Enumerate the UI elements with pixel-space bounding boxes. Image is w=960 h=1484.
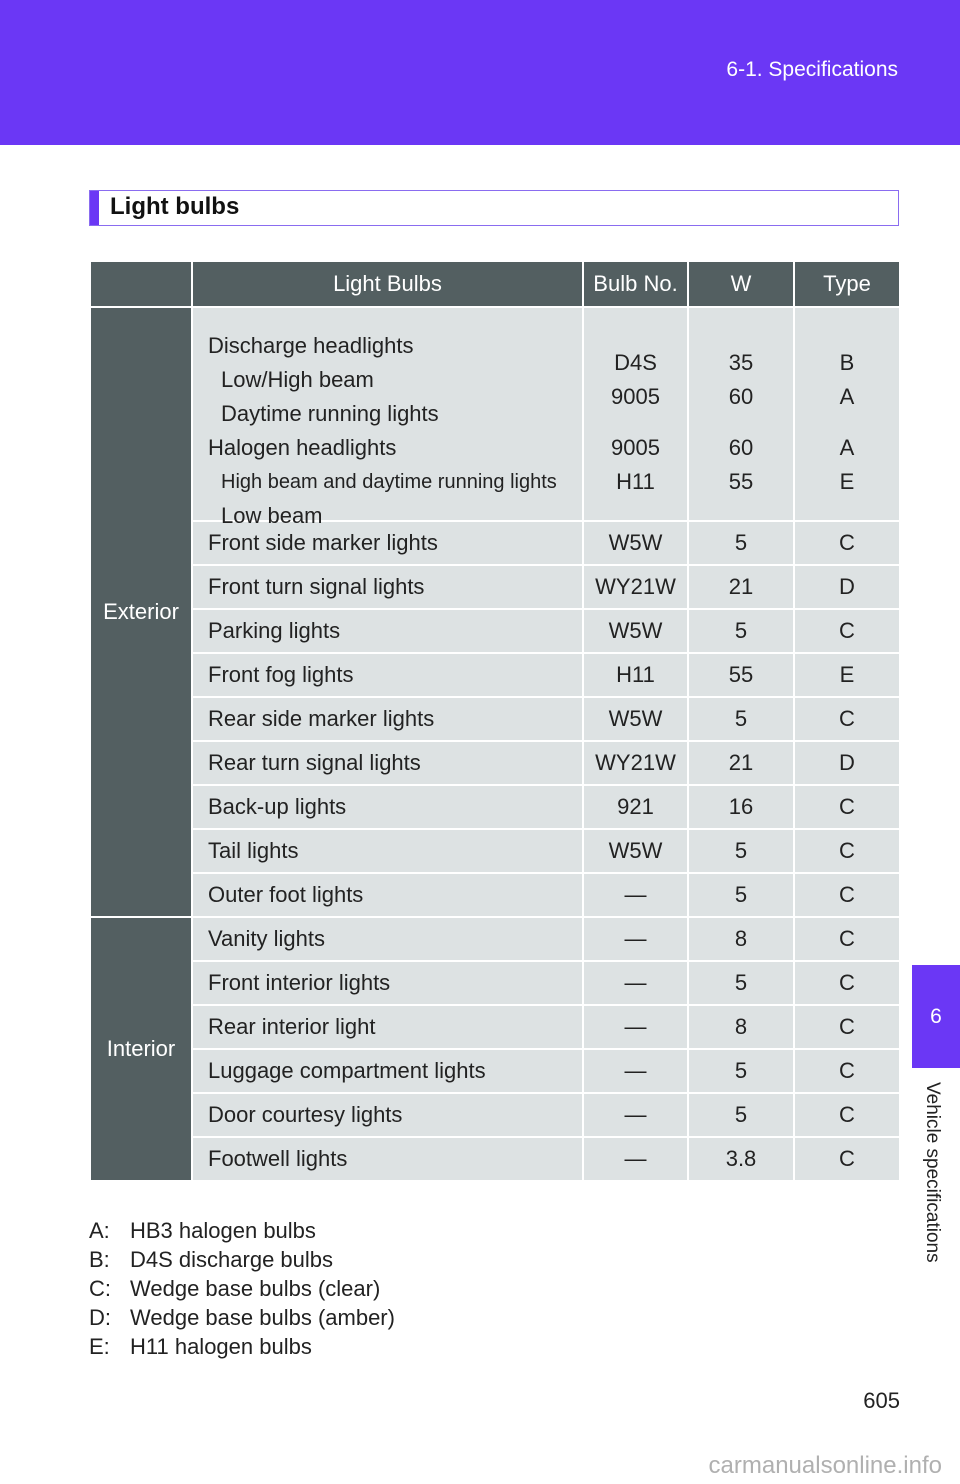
cell-name: Luggage compartment lights (192, 1049, 583, 1093)
cell-watts: 21 (688, 565, 794, 609)
headlight-type: E (839, 469, 855, 494)
headlight-watts: 35 (728, 350, 754, 375)
headlight-watts: 60 (728, 435, 754, 460)
legend-key: B: (89, 1247, 110, 1272)
cell-bulb-no: — (583, 917, 688, 961)
headlight-type (795, 329, 899, 346)
page-header (0, 0, 960, 145)
cell-name: Front side marker lights (192, 521, 583, 565)
chapter-label: Vehicle specifications (922, 1082, 943, 1263)
cell-watts: 5 (688, 961, 794, 1005)
cell-name: Rear side marker lights (192, 697, 583, 741)
cell-type: E (794, 653, 900, 697)
headlight-watts (689, 329, 793, 346)
headlight-bulb-no: 9005 (611, 435, 660, 460)
table-row (90, 1137, 900, 1181)
page-number: 605 (863, 1388, 900, 1413)
cell-watts: 21 (688, 741, 794, 785)
headlight-bulb-no-cell (583, 307, 688, 521)
cell-bulb-no: — (583, 1137, 688, 1181)
section-title: Light bulbs (110, 193, 240, 220)
headlight-name: Halogen headlights (208, 435, 397, 460)
cell-bulb-no: W5W (583, 609, 688, 653)
headlight-watts: 55 (728, 469, 754, 494)
cell-bulb-no: — (583, 961, 688, 1005)
cell-bulb-no: — (583, 1093, 688, 1137)
headlight-type (795, 414, 899, 431)
headlight-name-cell (192, 307, 583, 528)
table-row (90, 873, 900, 917)
cell-watts: 8 (688, 917, 794, 961)
cell-type: C (794, 829, 900, 873)
type-legend (89, 1216, 395, 1361)
headlight-type: A (839, 435, 855, 460)
group-label-interior: Interior (90, 917, 192, 1181)
cell-watts: 16 (688, 785, 794, 829)
chapter-tab (912, 965, 960, 1068)
legend-key: E: (89, 1334, 110, 1359)
cell-name: Parking lights (192, 609, 583, 653)
table-row (90, 653, 900, 697)
chapter-number: 6 (930, 1004, 942, 1028)
headlight-bulb-no: D4S (614, 350, 657, 375)
cell-watts: 5 (688, 1049, 794, 1093)
headlight-watts-list (689, 329, 793, 499)
cell-bulb-no: WY21W (583, 741, 688, 785)
cell-bulb-no: WY21W (583, 565, 688, 609)
legend-item (89, 1216, 395, 1245)
cell-watts: 5 (688, 609, 794, 653)
cell-watts: 5 (688, 829, 794, 873)
headlight-bulb-no: H11 (616, 469, 655, 494)
cell-name: Tail lights (192, 829, 583, 873)
light-bulbs-table (89, 260, 901, 1182)
headlight-watts: 60 (728, 384, 754, 409)
table-row (90, 1049, 900, 1093)
headlight-bulb-no-list (584, 329, 687, 499)
cell-type: C (794, 917, 900, 961)
legend-key: C: (89, 1276, 111, 1301)
column-header-group (90, 261, 192, 307)
cell-name: Rear turn signal lights (192, 741, 583, 785)
table-row (90, 917, 900, 961)
cell-watts: 5 (688, 697, 794, 741)
cell-type: C (794, 697, 900, 741)
table-row (90, 829, 900, 873)
column-header-watts: W (688, 261, 794, 307)
headlight-type-list (795, 329, 899, 499)
legend-text: D4S discharge bulbs (130, 1247, 334, 1272)
headlight-type-cell (794, 307, 900, 521)
cell-name: Rear interior light (192, 1005, 583, 1049)
column-header-type: Type (794, 261, 900, 307)
cell-bulb-no: W5W (583, 829, 688, 873)
cell-name: Door courtesy lights (192, 1093, 583, 1137)
column-header-light-bulbs: Light Bulbs (192, 261, 583, 307)
headlight-name-list (208, 329, 582, 528)
legend-key: D: (89, 1305, 111, 1330)
cell-type: C (794, 521, 900, 565)
headlight-name: Low beam (221, 503, 323, 528)
cell-bulb-no: W5W (583, 521, 688, 565)
cell-type: D (794, 741, 900, 785)
cell-name: Front interior lights (192, 961, 583, 1005)
table-row (90, 609, 900, 653)
cell-type: C (794, 1137, 900, 1181)
headlight-bulb-no (584, 414, 687, 431)
legend-text: H11 halogen bulbs (130, 1334, 312, 1359)
legend-text: Wedge base bulbs (clear) (130, 1276, 381, 1301)
table-row (90, 1005, 900, 1049)
cell-watts: 5 (688, 521, 794, 565)
cell-type: C (794, 1005, 900, 1049)
cell-type: C (794, 873, 900, 917)
legend-item (89, 1332, 395, 1361)
column-header-bulb-no: Bulb No. (583, 261, 688, 307)
cell-watts: 55 (688, 653, 794, 697)
headlight-type: B (839, 350, 855, 375)
headlight-name: Daytime running lights (221, 401, 439, 426)
cell-bulb-no: W5W (583, 697, 688, 741)
cell-bulb-no: — (583, 873, 688, 917)
headlight-bulb-no: 9005 (611, 384, 660, 409)
cell-watts: 8 (688, 1005, 794, 1049)
table-row (90, 1093, 900, 1137)
legend-item (89, 1303, 395, 1332)
cell-type: C (794, 1093, 900, 1137)
headlight-bulb-no (584, 329, 687, 346)
cell-name: Front fog lights (192, 653, 583, 697)
cell-bulb-no: — (583, 1049, 688, 1093)
watermark: carmanualsonline.info (708, 1452, 942, 1479)
cell-type: C (794, 609, 900, 653)
legend-item (89, 1245, 395, 1274)
group-label-exterior: Exterior (90, 307, 192, 917)
cell-type: C (794, 961, 900, 1005)
legend-key: A: (89, 1218, 110, 1243)
headlight-watts (689, 414, 793, 431)
cell-bulb-no: 921 (583, 785, 688, 829)
legend-item (89, 1274, 395, 1303)
table-row (90, 697, 900, 741)
table-header-row (90, 261, 900, 307)
cell-type: C (794, 785, 900, 829)
cell-name: Back-up lights (192, 785, 583, 829)
cell-bulb-no: — (583, 1005, 688, 1049)
cell-watts: 5 (688, 873, 794, 917)
table-row (90, 961, 900, 1005)
header-section-title: 6-1. Specifications (726, 58, 898, 81)
headlight-type: A (839, 384, 855, 409)
headlight-name: High beam and daytime running lights (221, 471, 557, 493)
headlight-name: Discharge headlights (208, 333, 414, 358)
cell-type: C (794, 1049, 900, 1093)
cell-name: Outer foot lights (192, 873, 583, 917)
table-row (90, 741, 900, 785)
legend-text: HB3 halogen bulbs (130, 1218, 316, 1243)
headlight-watts-cell (688, 307, 794, 521)
cell-name: Vanity lights (192, 917, 583, 961)
cell-bulb-no: H11 (583, 653, 688, 697)
table-row (90, 307, 900, 521)
section-heading-bar (90, 191, 99, 225)
cell-watts: 5 (688, 1093, 794, 1137)
cell-name: Footwell lights (192, 1137, 583, 1181)
table-row (90, 785, 900, 829)
headlight-name: Low/High beam (221, 367, 374, 392)
cell-name: Front turn signal lights (192, 565, 583, 609)
legend-text: Wedge base bulbs (amber) (130, 1305, 395, 1330)
cell-watts: 3.8 (688, 1137, 794, 1181)
cell-type: D (794, 565, 900, 609)
section-heading (89, 190, 899, 226)
table-row (90, 565, 900, 609)
